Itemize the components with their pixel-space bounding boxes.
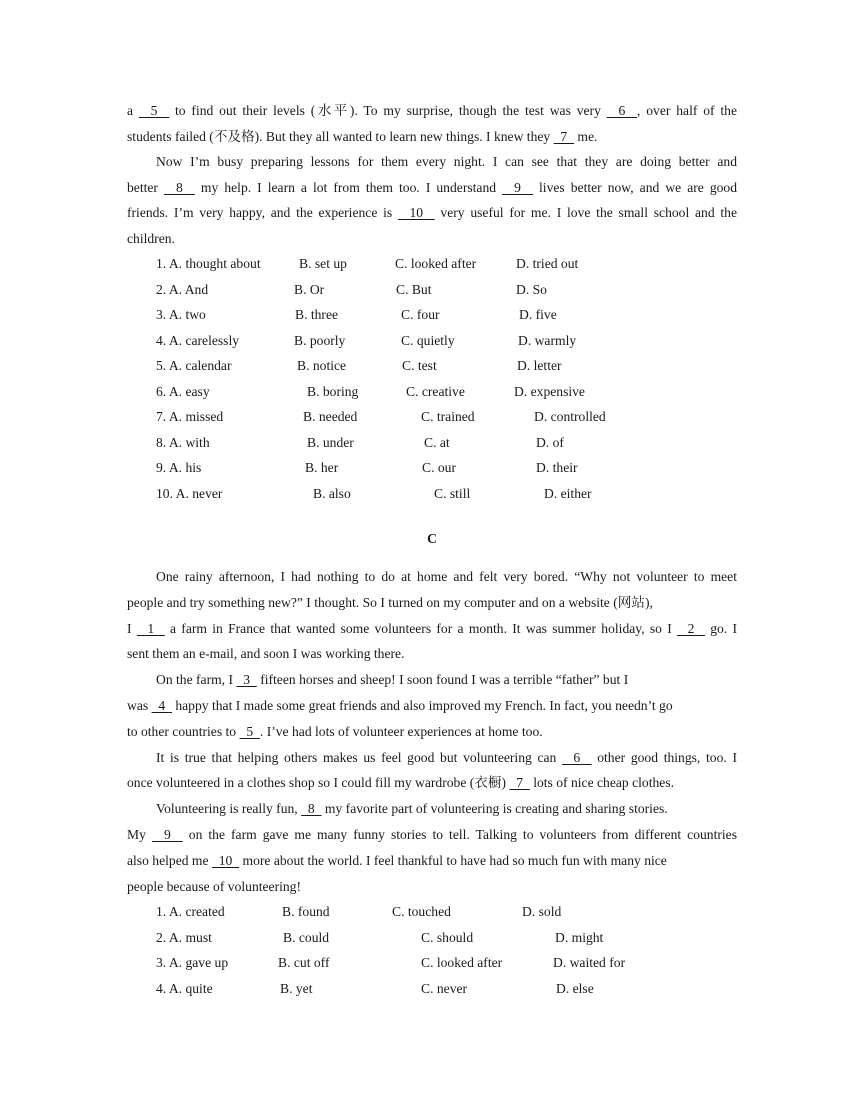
question-option-a: 7. A. missed <box>156 409 224 424</box>
text-segment: Now I’m busy preparing lessons for them every night. I can see that they are doing better and <box>156 154 737 169</box>
option-row <box>127 976 737 1002</box>
question-option: C. trained <box>421 409 475 424</box>
option-row <box>127 251 737 277</box>
text-line <box>127 641 737 667</box>
text-segment: students failed (不及格). But they all wanted to learn new things. I knew they <box>127 128 554 144</box>
text-segment: lives better now, and we are good <box>533 179 738 195</box>
question-option: D. five <box>519 307 557 322</box>
answer-blank: 10 <box>397 205 435 220</box>
text-segment: , over half of the <box>636 103 738 118</box>
text-segment: . I’ve had lots of volunteer experiences at home too. <box>259 723 543 739</box>
answer-blank: 5 <box>138 103 170 118</box>
text-line <box>127 770 737 796</box>
option-row <box>127 481 737 507</box>
text-segment: other good things, too. I <box>591 749 737 765</box>
text-line <box>127 822 737 848</box>
option-row <box>127 404 737 430</box>
passage-c <box>127 564 737 1001</box>
answer-blank: 6 <box>562 749 592 765</box>
option-row <box>127 925 737 951</box>
text-segment: happy that I made some great friends and also improved my French. In fact, you needn’t go <box>171 697 673 713</box>
answer-blank: 8 <box>163 179 195 195</box>
question-option-a: 9. A. his <box>156 460 202 475</box>
question-option: C. test <box>402 358 437 373</box>
question-option: B. found <box>282 904 330 920</box>
answer-blank: 9 <box>502 179 533 195</box>
question-option: C. touched <box>392 904 451 920</box>
question-option: D. tried out <box>516 256 579 271</box>
question-option: B. boring <box>307 383 359 399</box>
text-line <box>127 796 737 822</box>
text-line <box>127 149 737 175</box>
option-row <box>127 302 737 328</box>
question-option: B. yet <box>280 980 313 996</box>
question-option: C. creative <box>406 383 465 399</box>
question-option: B. set up <box>299 256 347 271</box>
text-segment: go. I <box>704 620 738 636</box>
text-segment: children. <box>127 230 175 246</box>
answer-blank: 2 <box>677 620 705 636</box>
question-option: D. warmly <box>518 332 577 348</box>
question-option: B. could <box>283 929 330 945</box>
text-segment: better <box>127 179 164 195</box>
text-line <box>127 200 737 226</box>
text-segment: people and try something new?” I thought. So I turned on my computer and on a website (网站), <box>127 594 653 610</box>
question-option-a: 2. A. And <box>156 281 209 297</box>
question-option: B. cut off <box>278 955 330 971</box>
text-segment: my help. I learn a lot from them too. I understand <box>194 179 503 195</box>
question-option: D. might <box>555 929 604 945</box>
answer-blank: 8 <box>301 801 322 817</box>
question-option: C. looked after <box>421 955 503 971</box>
text-segment: lots of nice cheap clothes. <box>529 775 675 791</box>
question-option: B. under <box>307 434 354 450</box>
question-option-a: 8. A. with <box>156 434 210 450</box>
text-segment: I <box>127 620 137 636</box>
question-option-a: 4. A. carelessly <box>156 332 240 348</box>
question-option: B. poorly <box>294 332 346 348</box>
question-option: C. looked after <box>395 256 477 271</box>
question-option: B. notice <box>297 358 347 373</box>
question-option: C. But <box>396 281 432 297</box>
text-line <box>127 745 737 771</box>
answer-blank: 7 <box>553 128 574 144</box>
question-option: B. three <box>295 307 339 322</box>
answer-blank: 6 <box>606 103 637 118</box>
question-option: D. letter <box>517 358 562 373</box>
passage-b <box>127 98 737 506</box>
text-line <box>127 848 737 874</box>
question-option: D. either <box>544 485 592 501</box>
text-segment: to find out their levels (水平). To my surprise, though the test was very <box>169 103 607 118</box>
question-option: D. else <box>556 980 594 996</box>
question-option: C. our <box>422 460 456 475</box>
text-segment: people because of volunteering! <box>127 878 302 894</box>
passage-b-text <box>127 98 737 251</box>
text-segment: Volunteering is really fun, <box>156 801 302 817</box>
question-option-a: 6. A. easy <box>156 383 210 399</box>
question-option: D. So <box>516 281 547 297</box>
text-segment: a farm in France that wanted some volunteers for a month. It was summer holiday, so I <box>164 620 678 636</box>
question-option-a: 4. A. quite <box>156 980 213 996</box>
text-line <box>127 874 737 900</box>
text-segment: on the farm gave me many funny stories to tell. Talking to volunteers from different countries <box>182 826 737 842</box>
text-segment: my favorite part of volunteering is creating and sharing stories. <box>321 801 668 817</box>
question-option: B. needed <box>303 409 358 424</box>
question-option: C. never <box>421 980 468 996</box>
answer-blank: 1 <box>136 620 165 636</box>
text-segment: a <box>127 103 139 118</box>
text-segment: fifteen horses and sheep! I soon found I was a terrible “father” but I <box>256 672 629 688</box>
question-option: D. sold <box>522 904 562 920</box>
question-option-a: 1. A. created <box>156 904 225 920</box>
question-option: B. Or <box>294 281 325 297</box>
question-option: D. expensive <box>514 383 585 399</box>
option-row <box>127 950 737 976</box>
text-segment: On the farm, I <box>156 672 237 688</box>
passage-c-text <box>127 564 737 899</box>
question-option: D. controlled <box>534 409 606 424</box>
option-row <box>127 455 737 481</box>
text-line <box>127 226 737 252</box>
option-row <box>127 899 737 925</box>
text-segment: more about the world. I feel thankful to have had so much fun with many nice <box>239 852 667 868</box>
text-segment: was <box>127 697 152 713</box>
option-row <box>127 353 737 379</box>
question-option-a: 10. A. never <box>156 485 223 501</box>
answer-blank: 3 <box>236 672 257 688</box>
text-segment: very useful for me. I love the small school and the <box>434 205 738 220</box>
text-segment: to other countries to <box>127 723 240 739</box>
document-page <box>127 98 737 1001</box>
text-line <box>127 98 737 124</box>
text-line <box>127 616 737 642</box>
text-segment: once volunteered in a clothes shop so I could fill my wardrobe (衣橱) <box>127 775 510 791</box>
text-line <box>127 667 737 693</box>
question-option-a: 2. A. must <box>156 929 212 945</box>
option-row <box>127 328 737 354</box>
answer-blank: 4 <box>151 697 172 713</box>
section-title: C <box>427 531 437 546</box>
option-row <box>127 430 737 456</box>
question-option: D. waited for <box>553 955 626 971</box>
question-option-a: 1. A. thought about <box>156 256 261 271</box>
text-line <box>127 719 737 745</box>
question-option: D. of <box>536 434 564 450</box>
answer-blank: 7 <box>509 775 530 791</box>
answer-blank: 5 <box>239 723 260 739</box>
option-row <box>127 379 737 405</box>
text-segment: One rainy afternoon, I had nothing to do at home and felt very bored. “Why not volunteer to meet <box>156 569 737 584</box>
text-segment: My <box>127 826 152 842</box>
text-line <box>127 124 737 150</box>
passage-b-options <box>127 251 737 506</box>
question-option-a: 5. A. calendar <box>156 358 232 373</box>
question-option: C. four <box>401 307 440 322</box>
text-line <box>127 564 737 590</box>
answer-blank: 10 <box>211 852 240 868</box>
text-segment: sent them an e-mail, and soon I was working there. <box>127 646 405 662</box>
option-row <box>127 277 737 303</box>
text-segment: me. <box>574 128 598 144</box>
answer-blank: 9 <box>151 826 183 842</box>
question-option: C. at <box>424 434 450 450</box>
text-segment: friends. I’m very happy, and the experience is <box>127 205 398 220</box>
passage-c-options <box>127 899 737 1001</box>
text-line <box>127 590 737 616</box>
text-segment: also helped me <box>127 852 212 868</box>
question-option: C. still <box>434 485 471 501</box>
text-line <box>127 175 737 201</box>
question-option: B. her <box>305 460 339 475</box>
question-option-a: 3. A. two <box>156 307 206 322</box>
text-line <box>127 693 737 719</box>
question-option: B. also <box>313 485 351 501</box>
question-option: C. should <box>421 929 474 945</box>
question-option: C. quietly <box>401 332 455 348</box>
text-segment: It is true that helping others makes us feel good but volunteering can <box>156 749 563 765</box>
question-option-a: 3. A. gave up <box>156 955 229 971</box>
question-option: D. their <box>536 460 578 475</box>
